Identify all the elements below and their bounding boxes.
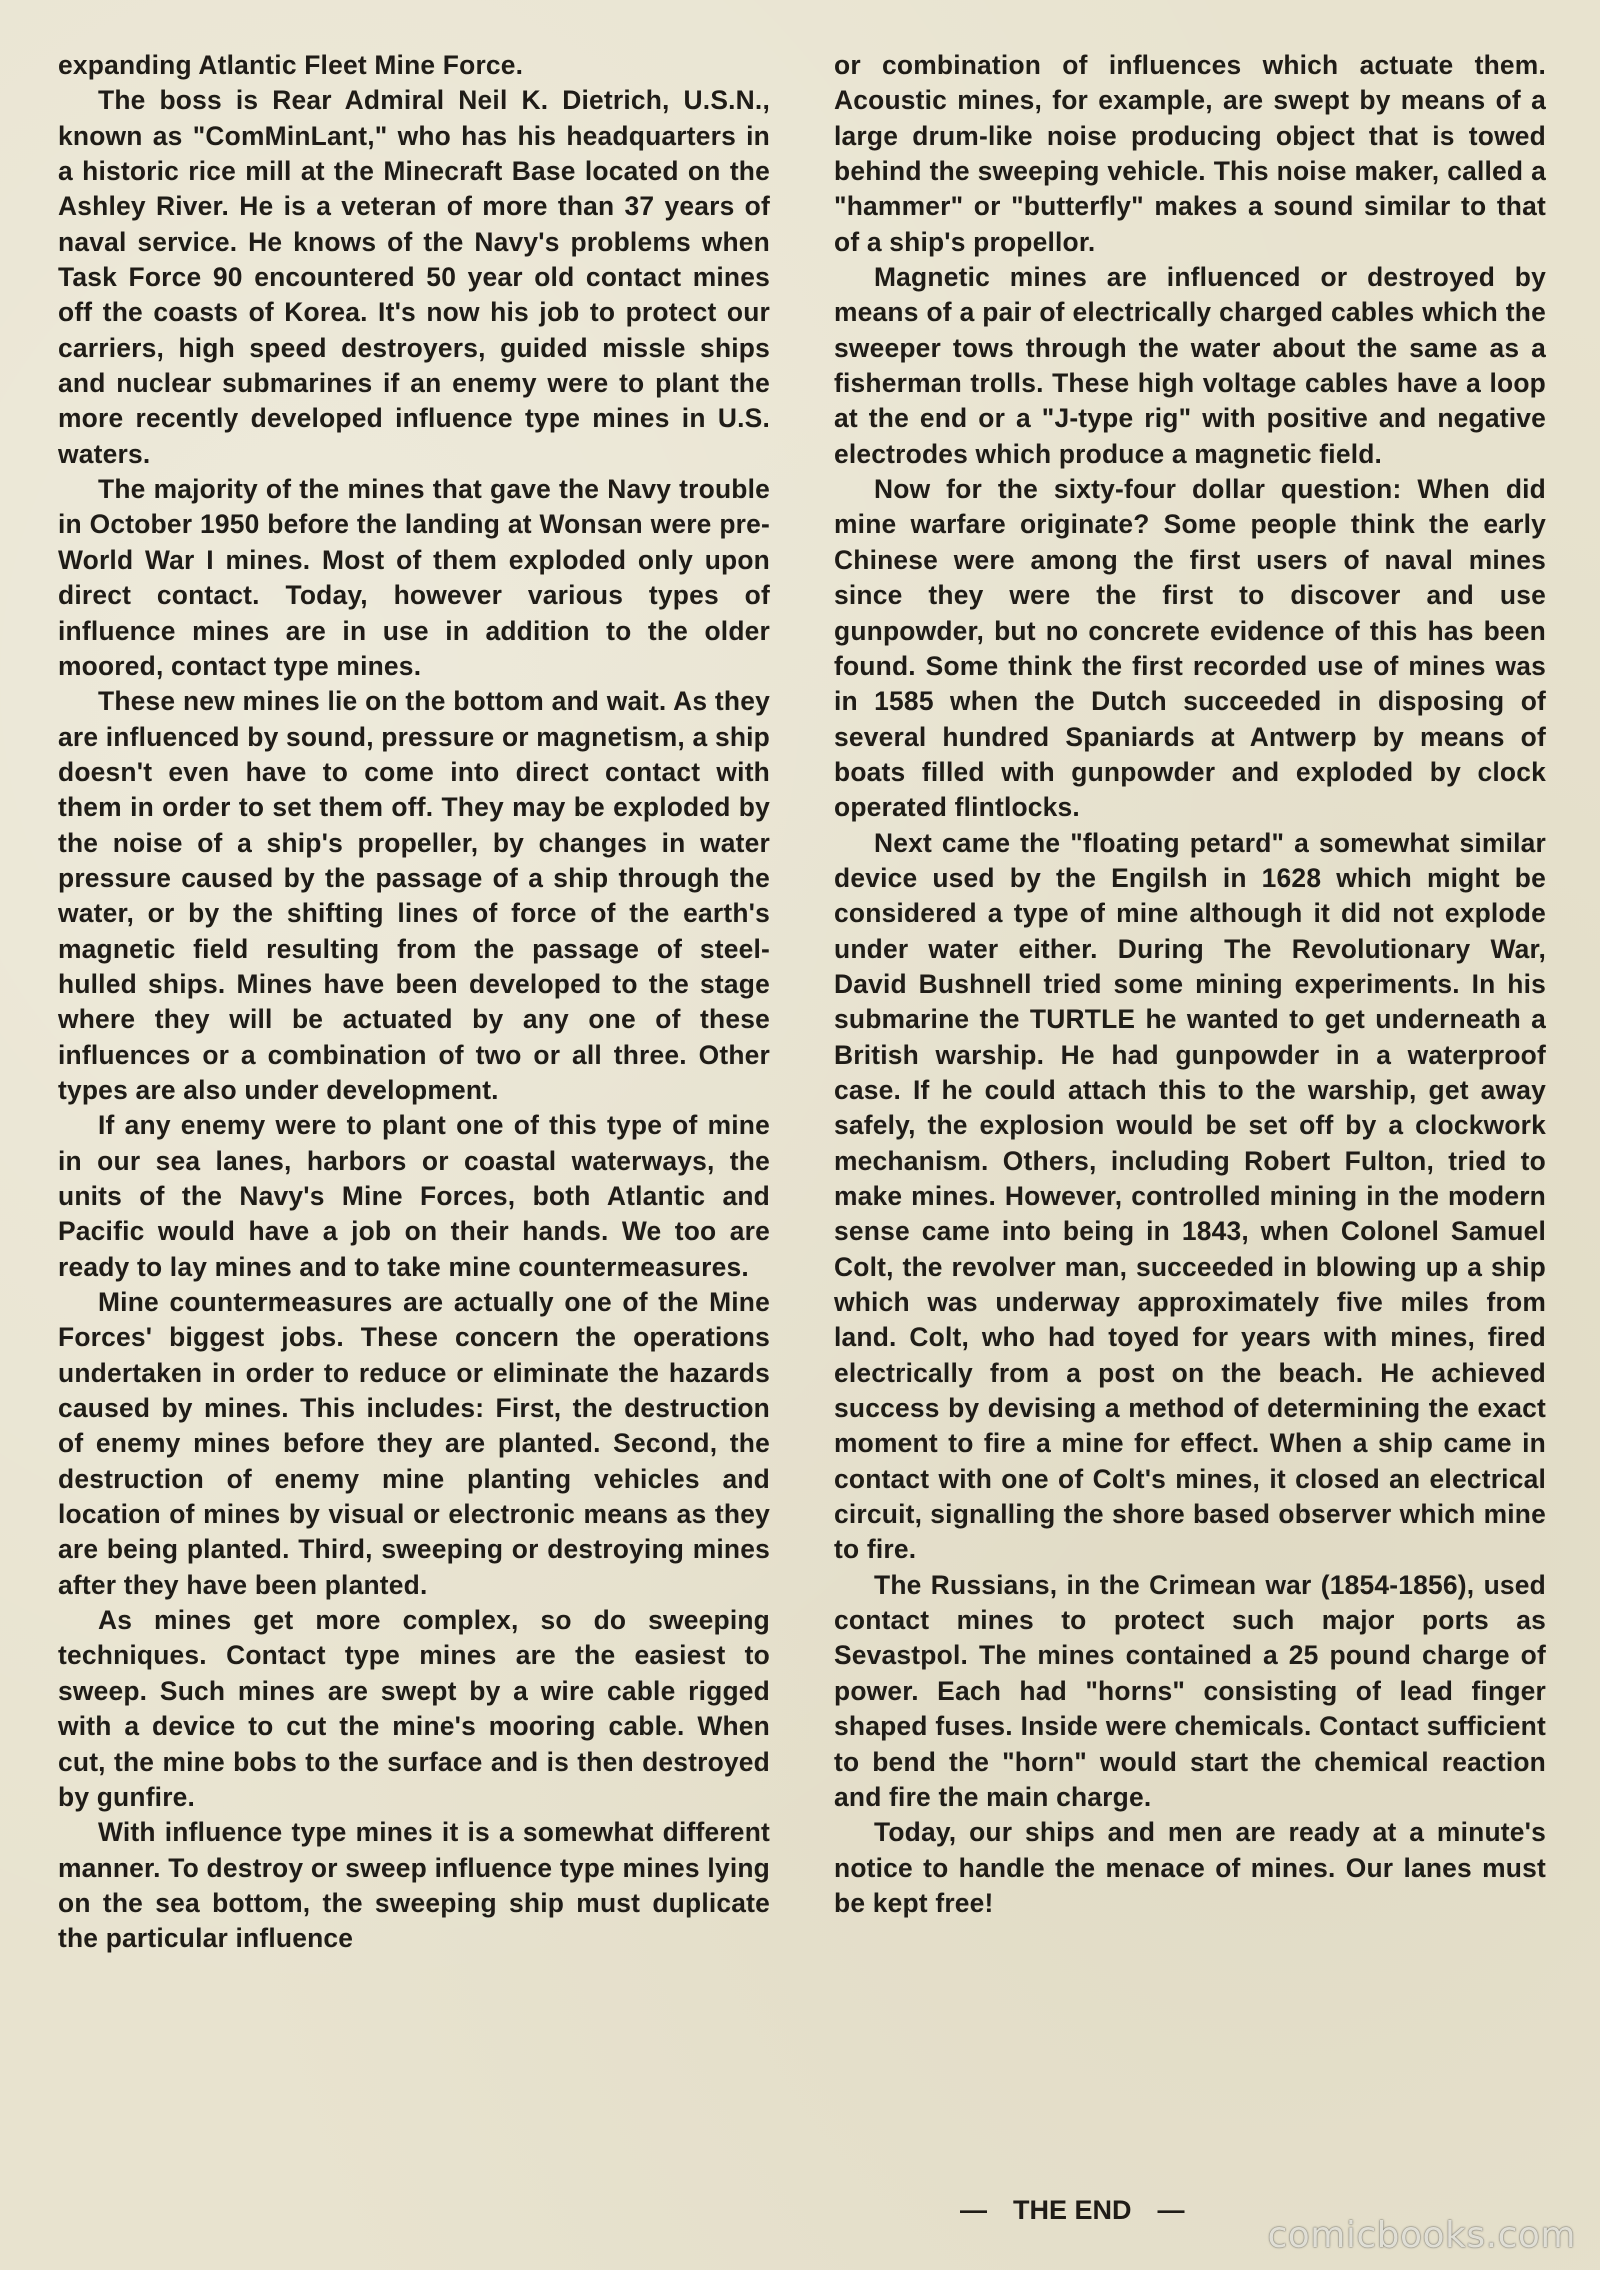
paragraph: As mines get more complex, so do sweeping techniques. Contact type mines are the easiest to sweep. Such mines are swept by a wire cable rigged with a device to cut the mine's mooring cable. When cut, the mine bobs to the surface and is then destroyed by gunfire.: [58, 1605, 770, 1812]
paragraph: These new mines lie on the bottom and wait. As they are influenced by sound, pressure or magnetism, a ship doesn't even have to come into direct contact with them in order to set them off. They may be exploded by the noise of a ship's propeller, by changes in water pressure caused by the passage of a ship through the water, or by the shifting lines of force of the earth's magnetic field resulting from the passage of steel-hulled ships. Mines have been developed to the stage where they will be actuated by any one of these influences or a combination of two or all three. Other types are also under development.: [58, 686, 770, 1105]
paragraph: The Russians, in the Crimean war (1854-1856), used contact mines to protect such major ports as Sevastpol. The mines contained a 25 pound charge of power. Each had "horns" consisting of lead finger shaped fuses. Inside were chemicals. Contact sufficient to bend the "horn" would start the chemical reaction and fire the main charge.: [834, 1569, 1546, 1812]
paragraph: If any enemy were to plant one of this type of mine in our sea lanes, harbors or coastal waterways, the units of the Navy's Mine Forces, both Atlantic and Pacific would have a job on their hands. We too are ready to lay mines and to take mine countermeasures.: [58, 1110, 770, 1282]
paragraph: Now for the sixty-four dollar question: When did mine warfare originate? Some people think the early Chinese were among the first users of naval mines since they were the first to discover and use gunpowder, but no concrete evidence of this has been found. Some think the first recorded use of mines was in 1585 when the Dutch succeeded in disposing of several hundred Spaniards at Antwerp by means of boats filled with gunpowder and exploded by clock operated flintlocks.: [834, 474, 1546, 823]
paragraph: The majority of the mines that gave the Navy trouble in October 1950 before the landing at Wonsan were pre-World War I mines. Most of them exploded only upon direct contact. Today, however various types of influence mines are in use in addition to the older moored, contact type mines.: [58, 474, 770, 681]
paragraph: expanding Atlantic Fleet Mine Force.: [58, 50, 524, 80]
right-text-column: [834, 48, 1546, 1921]
left-text-column: [58, 48, 770, 1957]
paragraph: The boss is Rear Admiral Neil K. Dietrich, U.S.N., known as "ComMinLant," who has his headquarters in a historic rice mill at the Minecraft Base located on the Ashley River. He is a veteran of more than 37 years of naval service. He knows of the Navy's problems when Task Force 90 encountered 50 year old contact mines off the coasts of Korea. It's now his job to protect our carriers, high speed destroyers, guided missle ships and nuclear submarines if an enemy were to plant the more recently developed influence type mines in U.S. waters.: [58, 85, 770, 469]
paragraph: Mine countermeasures are actually one of the Mine Forces' biggest jobs. These concern the operations undertaken in order to reduce or eliminate the hazards caused by mines. This includes: First, the destruction of enemy mines before they are planted. Second, the destruction of enemy mine planting vehicles and location of mines by visual or electronic means as they are being planted. Third, sweeping or destroying mines after they have been planted.: [58, 1287, 770, 1600]
paragraph: With influence type mines it is a somewhat different manner. To destroy or sweep influence type mines lying on the sea bottom, the sweeping ship must duplicate the particular influence: [58, 1817, 770, 1954]
watermark: comicbooks.com: [1267, 2215, 1576, 2256]
end-dash-left: —: [960, 2195, 987, 2225]
paragraph: Next came the "floating petard" a somewhat similar device used by the Engilsh in 1628 which might be considered a type of mine although it did not explode under water either. During The Revolutionary War, David Bushnell tried some mining experiments. In his submarine the TURTLE he wanted to get underneath a British warship. He had gunpowder in a waterproof case. If he could attach this to the warship, get away safely, the explosion would be set off by a clockwork mechanism. Others, including Robert Fulton, tried to make mines. However, controlled mining in the modern sense came into being in 1843, when Colonel Samuel Colt, the revolver man, succeeded in blowing up a ship which was underway approximately five miles from land. Colt, who had toyed for years with mines, fired electrically from a post on the beach. He achieved success by devising a method of determining the exact moment to fire a mine for effect. When a ship came in contact with one of Colt's mines, it closed an electrical circuit, signalling the shore based observer which mine to fire.: [834, 827, 1546, 1565]
the-end-marker: [960, 2193, 1320, 2227]
end-dash-right: —: [1157, 2195, 1185, 2225]
paragraph: Today, our ships and men are ready at a minute's notice to handle the menace of mines. Our lanes must be kept free!: [834, 1817, 1546, 1918]
the-end-text: THE END: [1013, 2195, 1132, 2225]
paragraph: or combination of influences which actuate them. Acoustic mines, for example, are swept by means of a large drum-like noise producing object that is towed behind the sweeping vehicle. This noise maker, called a "hammer" or "butterfly" makes a sound similar to that of a ship's propellor.: [834, 50, 1546, 257]
paragraph: Magnetic mines are influenced or destroyed by means of a pair of electrically charged cables which the sweeper tows through the water about the same as a fisherman trolls. These high voltage cables have a loop at the end or a "J-type rig" with positive and negative electrodes which produce a magnetic field.: [834, 262, 1546, 469]
